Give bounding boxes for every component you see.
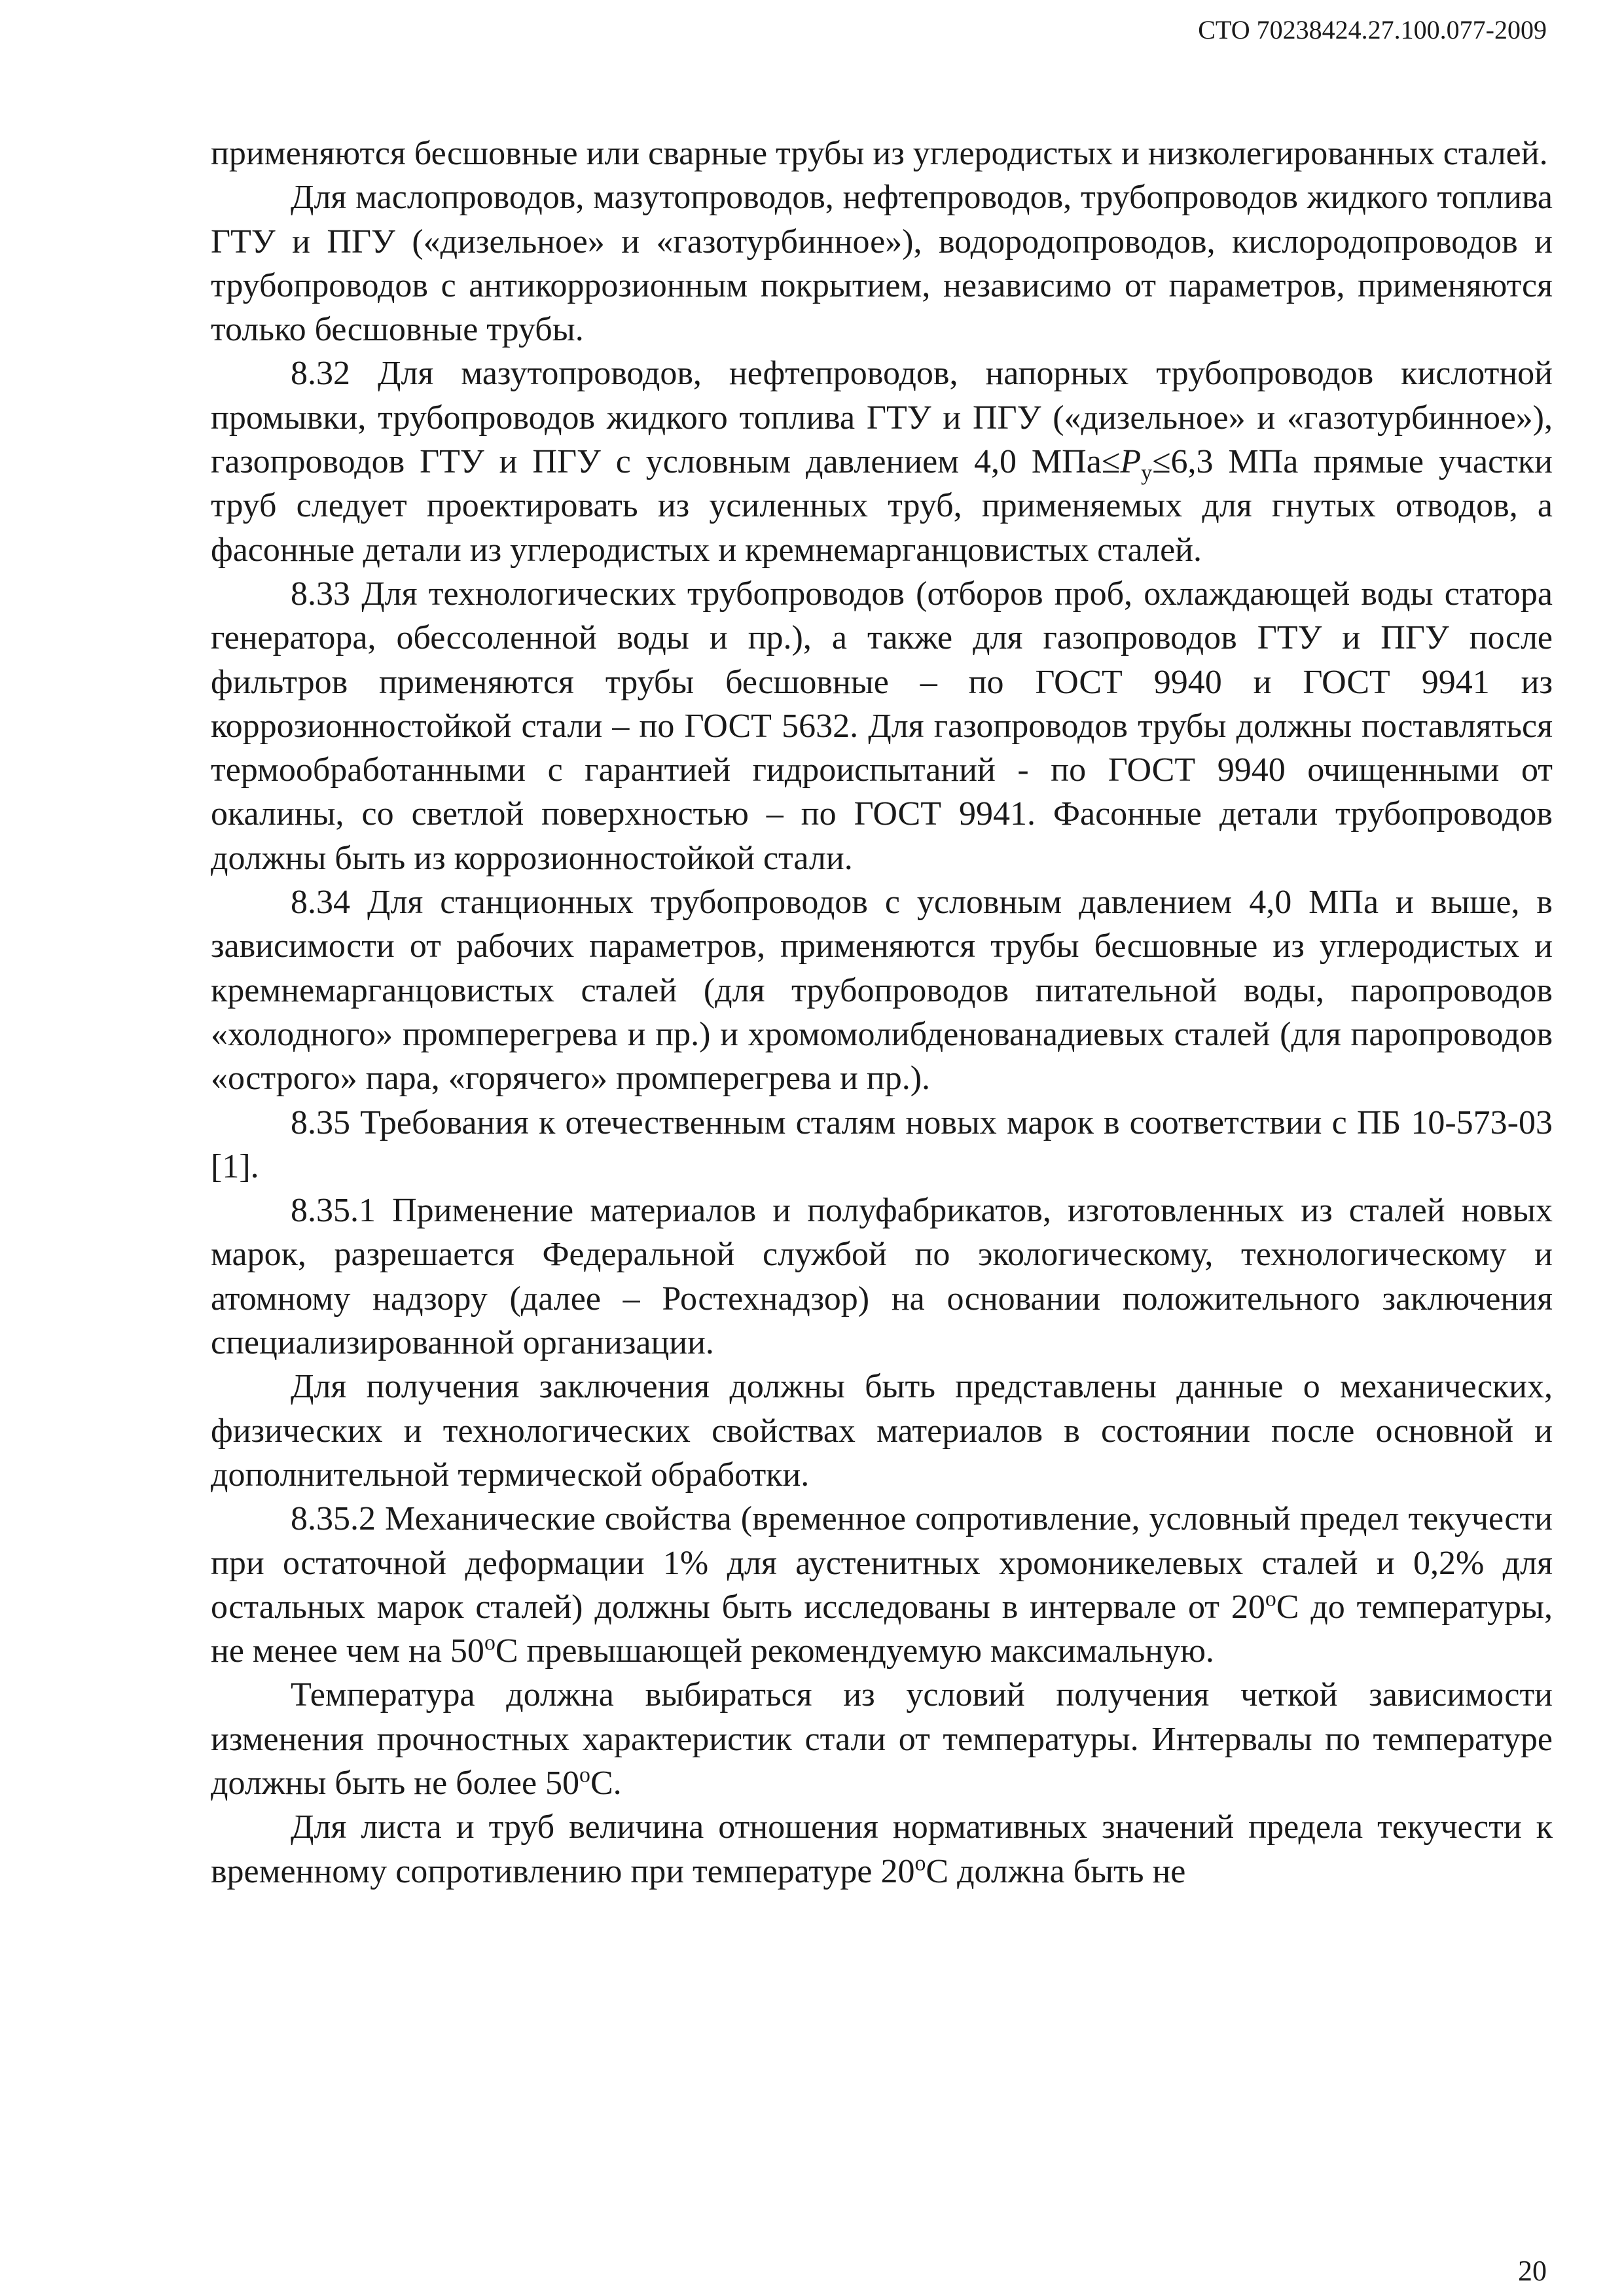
paragraph-segment: С до температуры, не менее чем на 50 (211, 1588, 1553, 1670)
page-number: 20 (1518, 2255, 1547, 2287)
paragraph: 8.33 Для технологических трубопроводов (отборов проб, охлаждающей воды статора генератора, обессоленной воды и пр.), а также для газопроводов ГТУ и ПГУ после фильтров применяются трубы бесшовные – по ГОСТ 9940 и ГОСТ 9941 из коррозионностойкой стали – по ГОСТ 5632. Для газопроводов трубы должны поставляться термообработанными с гарантией гидроиспытаний - по ГОСТ 9940 очищенными от окалины, со светлой поверхностью – по ГОСТ 9941. Фасонные детали трубопроводов должны быть из коррозионностойкой стали. (211, 575, 1553, 877)
paragraph: применяются бесшовные или сварные трубы из углеродистых и низколегированных сталей. (211, 135, 1548, 172)
paragraph-segment: о (914, 1851, 926, 1876)
paragraph (211, 1673, 1553, 1805)
paragraph: 8.35.1 Применение материалов и полуфабрикатов, изготовленных из сталей новых марок, разрешается Федеральной службой по экологическому, технологическому и атомному надзору (далее – Ростехнадзор) на основании положительного заключения специализированной организации. (211, 1192, 1553, 1362)
document-code-header: СТО 70238424.27.100.077-2009 (1198, 15, 1547, 45)
paragraph-segment: 8.32 Для мазутопроводов, нефтепроводов, напорных трубопроводов кислотной промывки, трубопроводов жидкого топлива ГТУ и ПГУ («дизельное» и «газотурбинное»), газопроводов ГТУ и ПГУ с условным давлением 4,0 МПа≤ (211, 355, 1553, 481)
paragraph: 8.34 Для станционных трубопроводов с условным давлением 4,0 МПа и выше, в зависимости от рабочих параметров, применяются трубы бесшовные из углеродистых и кремнемарганцовистых сталей (для трубопроводов питательной воды, паропроводов «холодного» промперегрева и пр.) и хромомолибденованадиевых сталей (для паропроводов «острого» пара, «горячего» промперегрева и пр.). (211, 884, 1553, 1098)
paragraph-segment: 8.35.2 Механические свойства (временное сопротивление, условный предел текучести при остаточной деформации 1% для аустенитных хромоникелевых сталей и 0,2% для остальных марок сталей) должны быть исследованы в интервале от 20 (211, 1500, 1553, 1626)
paragraph-segment: С превышающей рекомендуемую максимальную. (495, 1632, 1214, 1670)
paragraph-segment: ≤6,3 МПа прямые участки труб следует проектировать из усиленных труб, применяемых для гнутых отводов, а фасонные детали из углеродистых и кремнемарганцовистых сталей. (211, 443, 1553, 569)
paragraph (211, 1805, 1553, 1893)
paragraph: Для получения заключения должны быть представлены данные о механических, физических и технологических свойствах материалов в состоянии после основной и дополнительной термической обработки. (211, 1368, 1553, 1494)
paragraph-segment: Для листа и труб величина отношения нормативных значений предела текучести к временному сопротивлению при температуре 20 (211, 1808, 1553, 1890)
paragraph-segment: у (1141, 461, 1152, 486)
paragraph-segment: С должна быть не (926, 1852, 1186, 1890)
paragraph-segment: о (484, 1630, 496, 1655)
paragraph-segment: С. (590, 1764, 622, 1802)
document-body (211, 132, 1553, 1893)
paragraph (211, 351, 1553, 571)
paragraph: 8.35 Требования к отечественным сталям новых марок в соответствии с ПБ 10-573-03 [1]. (211, 1103, 1553, 1185)
paragraph-segment: P (1120, 443, 1142, 481)
paragraph (211, 1497, 1553, 1673)
paragraph-segment: Температура должна выбираться из условий получения четкой зависимости изменения прочностных характеристик стали от температуры. Интервалы по температуре должны быть не более 50 (211, 1676, 1553, 1802)
paragraph-segment: о (1265, 1587, 1276, 1611)
paragraph: Для маслопроводов, мазутопроводов, нефтепроводов, трубопроводов жидкого топлива ГТУ и ПГУ («дизельное» и «газотурбинное»), водородопроводов, кислородопроводов и трубопроводов с антикоррозионным покрытием, независимо от параметров, применяются только бесшовные трубы. (211, 179, 1553, 349)
paragraph-segment: о (579, 1763, 590, 1787)
